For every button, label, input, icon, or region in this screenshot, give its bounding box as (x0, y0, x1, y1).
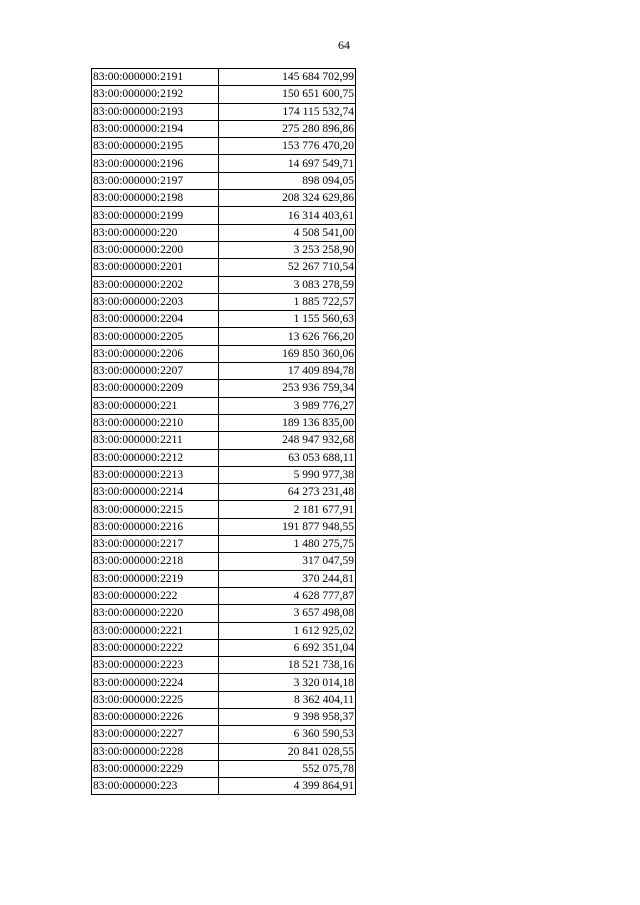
cadastral-number-cell: 83:00:000000:2204 (92, 311, 219, 328)
value-cell: 153 776 470,20 (219, 138, 356, 155)
value-cell: 317 047,59 (219, 553, 356, 570)
cadastral-number-cell: 83:00:000000:2200 (92, 241, 219, 258)
table-row (92, 639, 356, 656)
value-cell: 145 684 702,99 (219, 69, 356, 86)
value-cell: 3 320 014,18 (219, 674, 356, 691)
value-cell: 189 136 835,00 (219, 414, 356, 431)
cadastral-number-cell: 83:00:000000:2193 (92, 103, 219, 120)
cadastral-number-cell: 83:00:000000:222 (92, 587, 219, 604)
cadastral-number-cell: 83:00:000000:2198 (92, 190, 219, 207)
value-cell: 8 362 404,11 (219, 691, 356, 708)
table-row (92, 138, 356, 155)
value-cell: 208 324 629,86 (219, 190, 356, 207)
cadastral-number-cell: 83:00:000000:2209 (92, 380, 219, 397)
cadastral-number-cell: 83:00:000000:2211 (92, 432, 219, 449)
table-row (92, 605, 356, 622)
value-cell: 3 083 278,59 (219, 276, 356, 293)
table-row (92, 380, 356, 397)
value-cell: 3 989 776,27 (219, 397, 356, 414)
table-row (92, 155, 356, 172)
value-cell: 14 697 549,71 (219, 155, 356, 172)
value-cell: 3 657 498,08 (219, 605, 356, 622)
cadastral-number-cell: 83:00:000000:2195 (92, 138, 219, 155)
value-cell: 63 053 688,11 (219, 449, 356, 466)
cadastral-number-cell: 83:00:000000:2216 (92, 518, 219, 535)
cadastral-number-cell: 83:00:000000:2224 (92, 674, 219, 691)
table-row (92, 311, 356, 328)
table-row (92, 328, 356, 345)
cadastral-number-cell: 83:00:000000:2222 (92, 639, 219, 656)
value-cell: 6 360 590,53 (219, 726, 356, 743)
cadastral-number-cell: 83:00:000000:2225 (92, 691, 219, 708)
value-cell: 169 850 360,06 (219, 345, 356, 362)
cadastral-number-cell: 83:00:000000:2226 (92, 708, 219, 725)
value-cell: 6 692 351,04 (219, 639, 356, 656)
table-row (92, 518, 356, 535)
table-row (92, 466, 356, 483)
table-row (92, 743, 356, 760)
table-row (92, 259, 356, 276)
table-row (92, 293, 356, 310)
table-row (92, 172, 356, 189)
value-cell: 275 280 896,86 (219, 120, 356, 137)
value-cell: 150 651 600,75 (219, 86, 356, 103)
cadastral-number-cell: 83:00:000000:2213 (92, 466, 219, 483)
value-cell: 13 626 766,20 (219, 328, 356, 345)
table-row (92, 276, 356, 293)
value-cell: 4 628 777,87 (219, 587, 356, 604)
cadastral-number-cell: 83:00:000000:2197 (92, 172, 219, 189)
value-cell: 20 841 028,55 (219, 743, 356, 760)
cadastral-number-cell: 83:00:000000:2218 (92, 553, 219, 570)
cadastral-number-cell: 83:00:000000:2203 (92, 293, 219, 310)
value-cell: 52 267 710,54 (219, 259, 356, 276)
value-cell: 1 612 925,02 (219, 622, 356, 639)
cadastral-number-cell: 83:00:000000:2219 (92, 570, 219, 587)
table-row (92, 86, 356, 103)
value-cell: 370 244,81 (219, 570, 356, 587)
table-row (92, 120, 356, 137)
table-row (92, 708, 356, 725)
table-row (92, 501, 356, 518)
table-row (92, 241, 356, 258)
value-cell: 253 936 759,34 (219, 380, 356, 397)
cadastral-number-cell: 83:00:000000:2206 (92, 345, 219, 362)
value-cell: 552 075,78 (219, 760, 356, 777)
value-cell: 174 115 532,74 (219, 103, 356, 120)
table-body (92, 69, 356, 795)
table-row (92, 207, 356, 224)
table-row (92, 432, 356, 449)
cadastral-number-cell: 83:00:000000:2212 (92, 449, 219, 466)
cadastral-number-cell: 83:00:000000:223 (92, 778, 219, 795)
table-row (92, 657, 356, 674)
table-row (92, 103, 356, 120)
cadastral-number-cell: 83:00:000000:2196 (92, 155, 219, 172)
cadastral-number-cell: 83:00:000000:2217 (92, 536, 219, 553)
cadastral-number-cell: 83:00:000000:221 (92, 397, 219, 414)
table-row (92, 484, 356, 501)
cadastral-number-cell: 83:00:000000:2228 (92, 743, 219, 760)
table-row (92, 345, 356, 362)
cadastral-number-cell: 83:00:000000:2210 (92, 414, 219, 431)
table-row (92, 778, 356, 795)
table-row (92, 536, 356, 553)
table-row (92, 449, 356, 466)
cadastral-number-cell: 83:00:000000:2220 (92, 605, 219, 622)
value-cell: 898 094,05 (219, 172, 356, 189)
cadastral-number-cell: 83:00:000000:2191 (92, 69, 219, 86)
value-cell: 4 508 541,00 (219, 224, 356, 241)
table-row (92, 69, 356, 86)
cadastral-number-cell: 83:00:000000:2221 (92, 622, 219, 639)
cadastral-number-cell: 83:00:000000:2192 (92, 86, 219, 103)
cadastral-number-cell: 83:00:000000:2214 (92, 484, 219, 501)
value-cell: 248 947 932,68 (219, 432, 356, 449)
table-row (92, 674, 356, 691)
table-row (92, 397, 356, 414)
cadastral-number-cell: 83:00:000000:2227 (92, 726, 219, 743)
value-cell: 18 521 738,16 (219, 657, 356, 674)
cadastral-number-cell: 83:00:000000:2202 (92, 276, 219, 293)
cadastral-number-cell: 83:00:000000:2207 (92, 363, 219, 380)
value-cell: 16 314 403,61 (219, 207, 356, 224)
cadastral-number-cell: 83:00:000000:2205 (92, 328, 219, 345)
table-row (92, 587, 356, 604)
table-row (92, 726, 356, 743)
table-row (92, 414, 356, 431)
value-cell: 3 253 258,90 (219, 241, 356, 258)
cadastral-number-cell: 83:00:000000:2201 (92, 259, 219, 276)
table-row (92, 363, 356, 380)
table-row (92, 622, 356, 639)
value-cell: 64 273 231,48 (219, 484, 356, 501)
value-cell: 1 155 560,63 (219, 311, 356, 328)
value-cell: 1 885 722,57 (219, 293, 356, 310)
cadastral-number-cell: 83:00:000000:2223 (92, 657, 219, 674)
table-row (92, 691, 356, 708)
table-row (92, 760, 356, 777)
table-row (92, 224, 356, 241)
value-cell: 191 877 948,55 (219, 518, 356, 535)
value-cell: 17 409 894,78 (219, 363, 356, 380)
cadastral-number-cell: 83:00:000000:2229 (92, 760, 219, 777)
value-cell: 1 480 275,75 (219, 536, 356, 553)
cadastral-number-cell: 83:00:000000:220 (92, 224, 219, 241)
value-cell: 4 399 864,91 (219, 778, 356, 795)
cadastral-number-cell: 83:00:000000:2215 (92, 501, 219, 518)
table-row (92, 190, 356, 207)
value-cell: 5 990 977,38 (219, 466, 356, 483)
cadastral-number-cell: 83:00:000000:2194 (92, 120, 219, 137)
page-number: 64 (338, 38, 350, 52)
table-row (92, 570, 356, 587)
value-cell: 2 181 677,91 (219, 501, 356, 518)
cadastral-value-table (91, 68, 356, 795)
cadastral-number-cell: 83:00:000000:2199 (92, 207, 219, 224)
value-cell: 9 398 958,37 (219, 708, 356, 725)
table-row (92, 553, 356, 570)
